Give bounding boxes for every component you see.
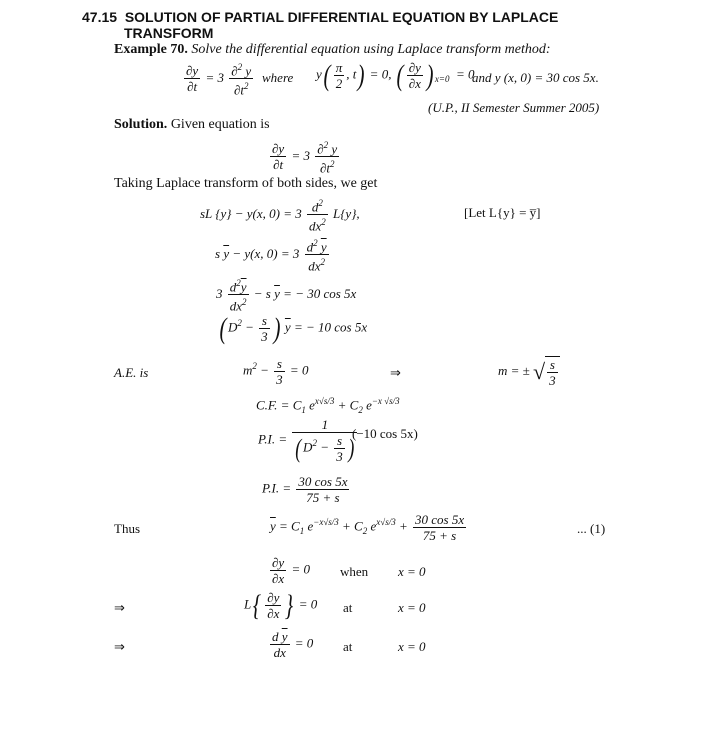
- bc-eq-3: $\frac{d \overline{y}}{dx}$ = 0: [272, 629, 314, 660]
- ae-equation: $m^2$ − $\frac{s}{3}$ = 0: [243, 356, 309, 387]
- laplace-text: Taking Laplace transform of both sides, we get: [114, 176, 378, 191]
- particular-integral-1: P.I. = 1 ($D^2$ − $\frac{s}{3}$ ): [258, 417, 359, 464]
- solution-intro: [114, 117, 270, 133]
- laplace-eq-3: 3 $\frac{d^2\overline{y}}{dx^2}$ − s $\overline{y}$ = − 30 cos 5x: [216, 278, 357, 314]
- solution-text: Given equation is: [170, 117, 270, 132]
- at-label-1: at: [343, 600, 353, 615]
- particular-integral-2: P.I. = $\frac{30 \cos 5x}{75 + s}$: [262, 474, 348, 505]
- implies-arrow-2: ⇒: [114, 600, 125, 615]
- example-text: Solve the differential equation using Laplace transform method:: [191, 42, 551, 57]
- given-equation: $\frac{\partial y}{\partial t}$ = 3 $\frac{\partial^2 y}{\partial t^2}$: [272, 140, 338, 176]
- ae-root: m = ± √ $\frac{s}{3}$: [498, 356, 560, 388]
- example-equation: $\frac{\partial y}{\partial t}$ = 3 $\frac{\partial^2 y}{\partial t^2}$: [186, 62, 252, 98]
- implies-arrow-3: ⇒: [114, 639, 125, 654]
- example-statement: [114, 42, 551, 58]
- pi-denominator: 75 + s: [306, 490, 340, 505]
- initial-condition: and y (x, 0) = 30 cos 5x.: [472, 70, 599, 85]
- section-title-line2: TRANSFORM: [124, 25, 214, 41]
- general-solution: $\overline{y} = C_1$ $e^{-x√s/3} + C_2$ $e^{x√s/3}$ + $\frac{30 \cos 5x}{75 + s}$: [270, 512, 465, 543]
- operator-eq: ( $D^2$ − $\frac{s}{3}$ ) $\overline{y}$ = − 10 cos 5x: [219, 311, 368, 345]
- thus-label: Thus: [114, 521, 140, 536]
- pi-numerator: 30 cos 5x: [298, 474, 348, 489]
- complementary-function: C.F. = $C_1$ $e^{x√s/3} + C_2$ $e^{-x √s/3}$: [256, 396, 400, 415]
- source-reference: (U.P., II Semester Summer 2005): [428, 100, 600, 115]
- x0-1: x = 0: [398, 564, 426, 579]
- at-label-2: at: [343, 639, 353, 654]
- section-heading: [82, 9, 558, 25]
- ae-label: A.E. is: [114, 365, 149, 380]
- x0-2: x = 0: [398, 600, 426, 615]
- where-label: where: [262, 70, 294, 85]
- rhs-2: − 10 cos 5x: [305, 319, 368, 335]
- let-note: [Let L{y} = y̅]: [464, 205, 541, 220]
- laplace-eq-2: s $\overline{y} - y(x$, 0) = 3 $\frac{d^2 \overline{y}}{dx^2}$: [215, 238, 327, 274]
- solution-label: Solution.: [114, 117, 168, 132]
- bc-eq-2: L{ $\frac{\partial y}{\partial x}$ } = 0: [244, 588, 318, 622]
- section-number: 47.15: [82, 9, 118, 25]
- equation-number: ... (1): [577, 521, 606, 536]
- implies-arrow-1: ⇒: [390, 365, 401, 380]
- laplace-eq-1: sL {y} − y(x, 0) = 3 $\frac{d^2}{dx^2}$ L{y},: [200, 198, 360, 234]
- pi-rhs: (−10 cos 5x): [352, 426, 418, 441]
- example-label: Example 70.: [114, 42, 188, 57]
- bc-eq-1: $\frac{\partial y}{\partial x}$ = 0: [272, 555, 310, 586]
- section-title-line1: SOLUTION OF PARTIAL DIFFERENTIAL EQUATION BY LAPLACE: [124, 9, 559, 25]
- when-label: when: [340, 564, 369, 579]
- x0-3: x = 0: [398, 639, 426, 654]
- rhs-1: − 30 cos 5x: [295, 285, 357, 301]
- boundary-conditions: y( $\frac{\pi}{2}$ , t) = 0, ( $\frac{\partial y}{\partial x}$ ) $_{x=0}$ = 0: [316, 58, 475, 92]
